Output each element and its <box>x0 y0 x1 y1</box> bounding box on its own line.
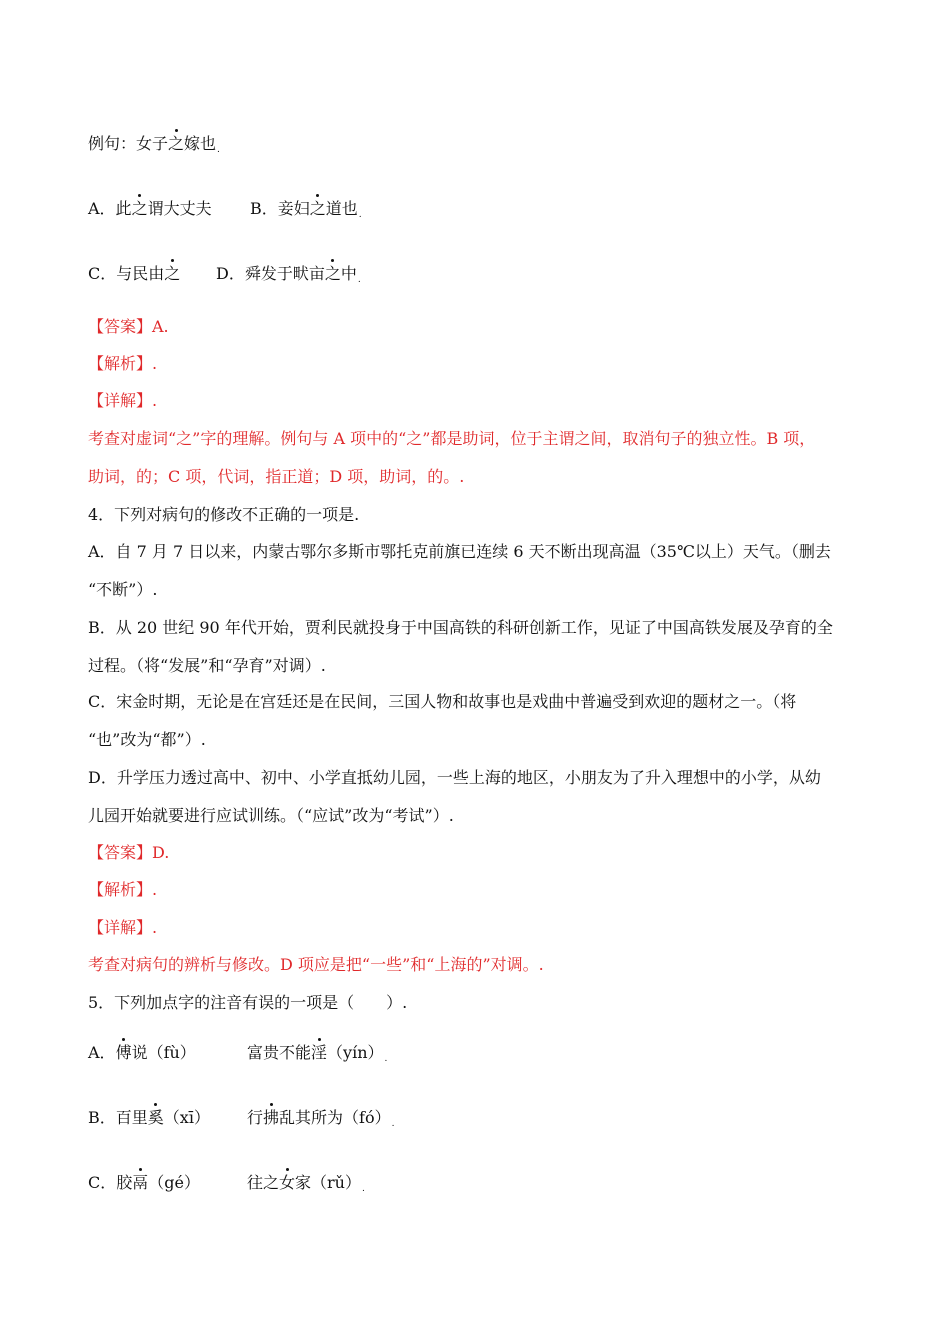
text: . <box>362 1184 365 1194</box>
text: . <box>217 145 220 155</box>
text: C．与民由 <box>88 264 165 283</box>
q5-option-a-1 <box>88 1043 196 1063</box>
q3-option-b <box>250 199 362 222</box>
dotted-char: 之 <box>131 199 148 218</box>
q4-detail: 【详解】. <box>88 918 158 937</box>
q4-option-a-line-1: A．自 7 月 7 日以来，内蒙古鄂尔多斯市鄂托克前旗已连续 6 天不断出现高温（35℃以上）天气。（删去 <box>88 542 831 561</box>
text: 胶 <box>116 1173 133 1192</box>
text: （yín） <box>327 1043 384 1062</box>
q4-option-d-line-1: D．升学压力透过高中、初中、小学直抵幼儿园，一些上海的地区，小朋友为了升入理想中的小学，从幼 <box>88 768 821 787</box>
text: C． <box>88 1173 117 1192</box>
text: （gé） <box>148 1173 200 1192</box>
text: . <box>384 1054 388 1064</box>
text: 中 <box>340 264 357 283</box>
q3-detail: 【详解】. <box>88 391 158 410</box>
dotted-char: 之 <box>168 134 185 153</box>
text: 百里 <box>115 1108 148 1127</box>
text: D．舜发于畎亩 <box>216 264 325 283</box>
text: 乱其所为（fó） <box>279 1108 391 1127</box>
q3-analysis: 【解析】. <box>88 354 158 373</box>
q5-option-a-2 <box>247 1043 387 1066</box>
dotted-char: 傅 <box>115 1043 132 1062</box>
q3-explanation-line-2: 助词，的；C 项，代词，指正道；D 项，助词，的。. <box>88 467 465 486</box>
q4-explanation: 考查对病句的辨析与修改。D 项应是把“一些”和“上海的”对调。. <box>88 955 544 974</box>
q5-option-b-2 <box>247 1108 394 1131</box>
q5-stem: 5．下列加点字的注音有误的一项是（ ）. <box>88 993 408 1012</box>
dotted-char: 鬲 <box>132 1173 149 1192</box>
text: 例句：女子 <box>88 134 169 153</box>
q3-option-a <box>88 199 212 219</box>
text: 道也 <box>325 199 358 218</box>
q4-option-c-line-1: C．宋金时期，无论是在宫廷还是在民间，三国人物和故事也是戏曲中普遍受到欢迎的题材之一。（将 <box>88 692 797 711</box>
text: 家（rǔ） <box>295 1173 361 1192</box>
text: B．妾妇 <box>250 199 310 218</box>
text: A．此 <box>88 199 132 218</box>
text: 谓大丈夫 <box>147 199 212 218</box>
dotted-char: 淫 <box>311 1043 328 1062</box>
text: 往之 <box>247 1173 280 1192</box>
q3-example <box>88 134 220 157</box>
q4-stem: 4．下列对病句的修改不正确的一项是. <box>88 505 360 524</box>
q5-option-c-2 <box>247 1173 365 1196</box>
q3-option-d <box>216 264 361 287</box>
q3-option-c <box>88 264 180 284</box>
q4-option-b-line-2: 过程。（将“发展”和“孕育”对调）. <box>88 656 326 675</box>
text: 富贵不能 <box>247 1043 312 1062</box>
q4-option-b-line-1: B．从 20 世纪 90 年代开始，贾利民就投身于中国高铁的科研创新工作，见证了中国高铁发展及孕育的全 <box>88 618 833 637</box>
dotted-char: 之 <box>309 199 326 218</box>
q4-option-c-line-2: “也”改为“都”）. <box>88 730 206 749</box>
q4-option-a-line-2: “不断”）. <box>88 580 158 599</box>
text: 行 <box>247 1108 264 1127</box>
q3-explanation-line-1: 考查对虚词“之”字的理解。例句与 A 项中的“之”都是助词，位于主谓之间，取消句子的独立性。B 项， <box>88 429 816 448</box>
text: （xī） <box>163 1108 210 1127</box>
text: . <box>358 210 362 220</box>
q5-option-c-1 <box>88 1173 200 1193</box>
text: 说（fù） <box>131 1043 196 1062</box>
text: B． <box>88 1108 116 1127</box>
dotted-char: 女 <box>279 1173 296 1192</box>
q4-option-d-line-2: 儿园开始就要进行应试训练。（“应试”改为“考试”）. <box>88 806 454 825</box>
text: . <box>391 1119 395 1129</box>
dotted-char: 奚 <box>147 1108 164 1127</box>
text: . <box>357 275 361 285</box>
dotted-char: 之 <box>324 264 341 283</box>
text: 嫁也 <box>184 134 217 153</box>
dotted-char: 拂 <box>263 1108 280 1127</box>
q3-answer: 【答案】A. <box>88 317 169 336</box>
text: A． <box>88 1043 116 1062</box>
dotted-char: 之 <box>164 264 181 283</box>
q4-answer: 【答案】D. <box>88 843 170 862</box>
q5-option-b-1 <box>88 1108 210 1128</box>
q4-analysis: 【解析】. <box>88 880 158 899</box>
